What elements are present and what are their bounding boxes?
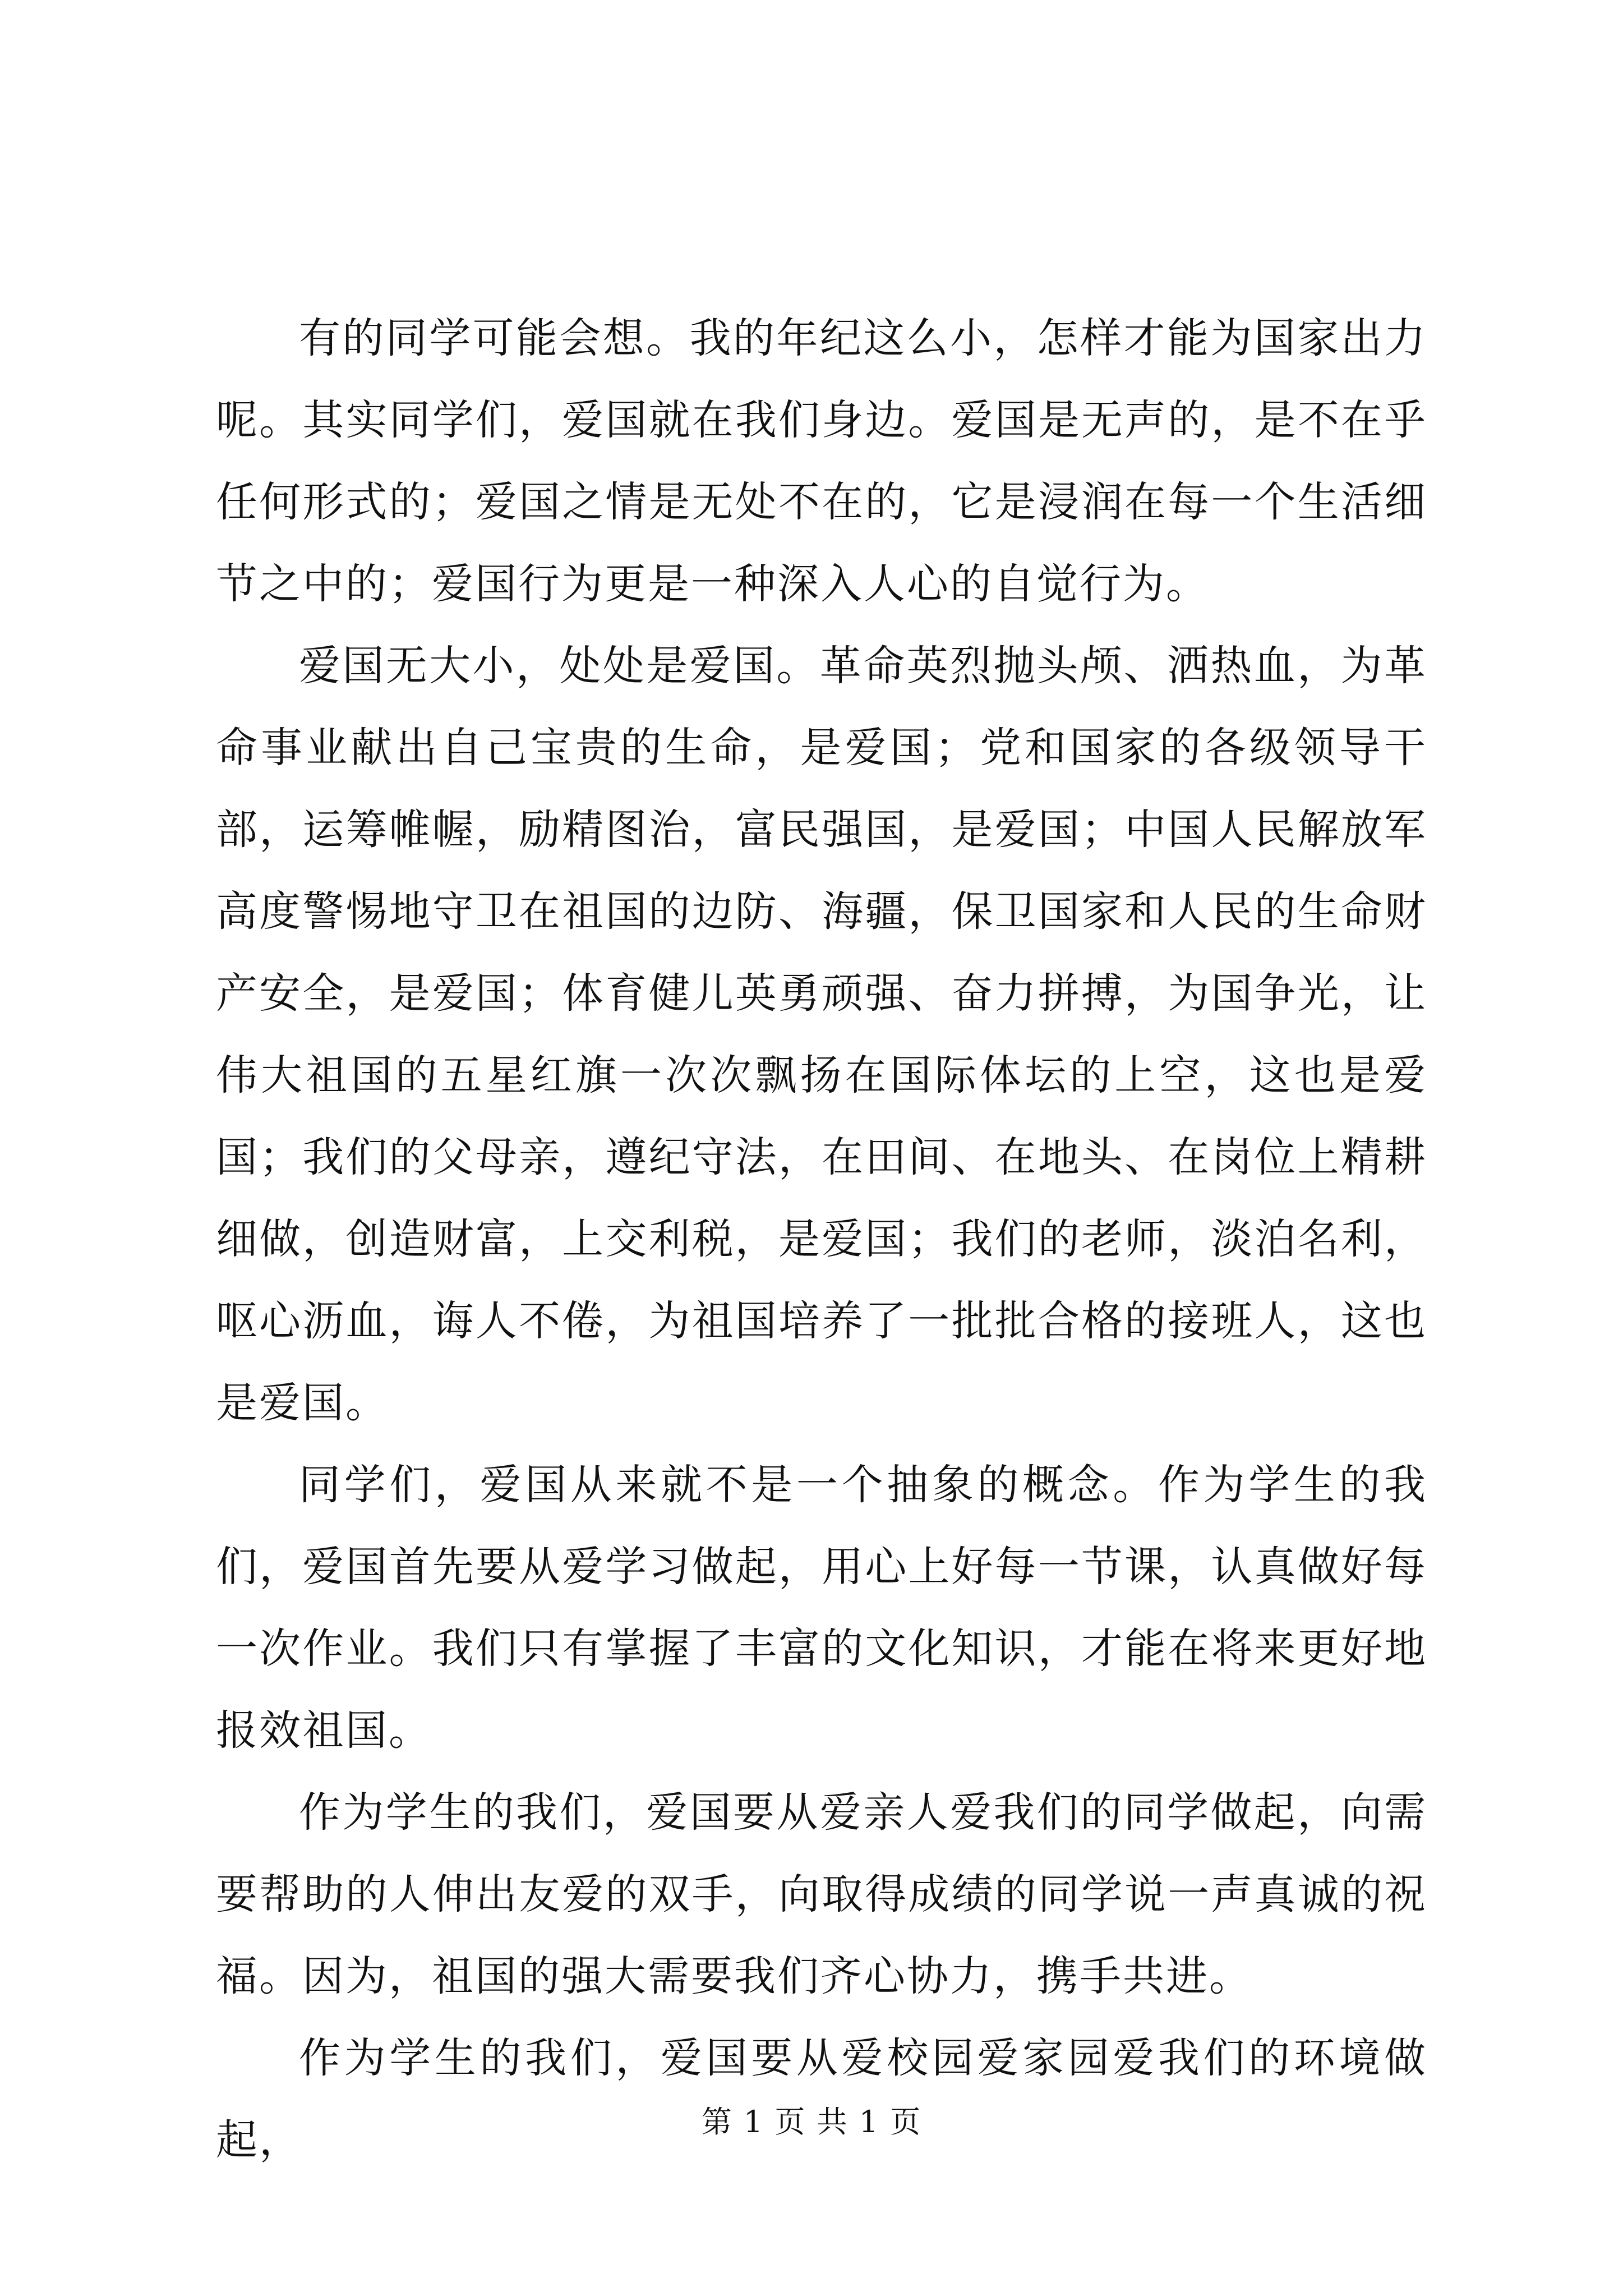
paragraph: 同学们，爱国从来就不是一个抽象的概念。作为学生的我们，爱国首先要从爱学习做起，用心上好每一节课，认真做好每一次作业。我们只有掌握了丰富的文化知识，才能在将来更好地报效祖国。 bbox=[216, 1461, 1427, 1755]
paragraph: 作为学生的我们，爱国要从爱校园爱家园爱我们的环境做起， bbox=[216, 2034, 1427, 2164]
document-body bbox=[216, 297, 1427, 2181]
paragraph: 作为学生的我们，爱国要从爱亲人爱我们的同学做起，向需要帮助的人伸出友爱的双手，向取得成绩的同学说一声真诚的祝福。因为，祖国的强大需要我们齐心协力，携手共进。 bbox=[216, 1788, 1427, 2000]
page-footer: 第 1 页 共 1 页 bbox=[701, 2104, 922, 2139]
paragraph: 爱国无大小，处处是爱国。革命英烈抛头颅、洒热血，为革命事业献出自己宝贵的生命，是爱国；党和国家的各级领导干部，运筹帷幄，励精图治，富民强国，是爱国；中国人民解放军高度警惕地守卫在祖国的边防、海疆，保卫国家和人民的生命财产安全，是爱国；体育健儿英勇顽强、奋力拼搏，为国争光，让伟大祖国的五星红旗一次次飘扬在国际体坛的上空，这也是爱国；我们的父母亲，遵纪守法，在田间、在地头、在岗位上精耕细做，创造财富，上交利税，是爱国；我们的老师，淡泊名利，呕心沥血，诲人不倦，为祖国培养了一批批合格的接班人，这也是爱国。 bbox=[216, 642, 1427, 1427]
paragraph: 有的同学可能会想。我的年纪这么小，怎样才能为国家出力呢。其实同学们，爱国就在我们身边。爱国是无声的，是不在乎任何形式的；爱国之情是无处不在的，它是浸润在每一个生活细节之中的；爱国行为更是一种深入人心的自觉行为。 bbox=[216, 314, 1427, 608]
